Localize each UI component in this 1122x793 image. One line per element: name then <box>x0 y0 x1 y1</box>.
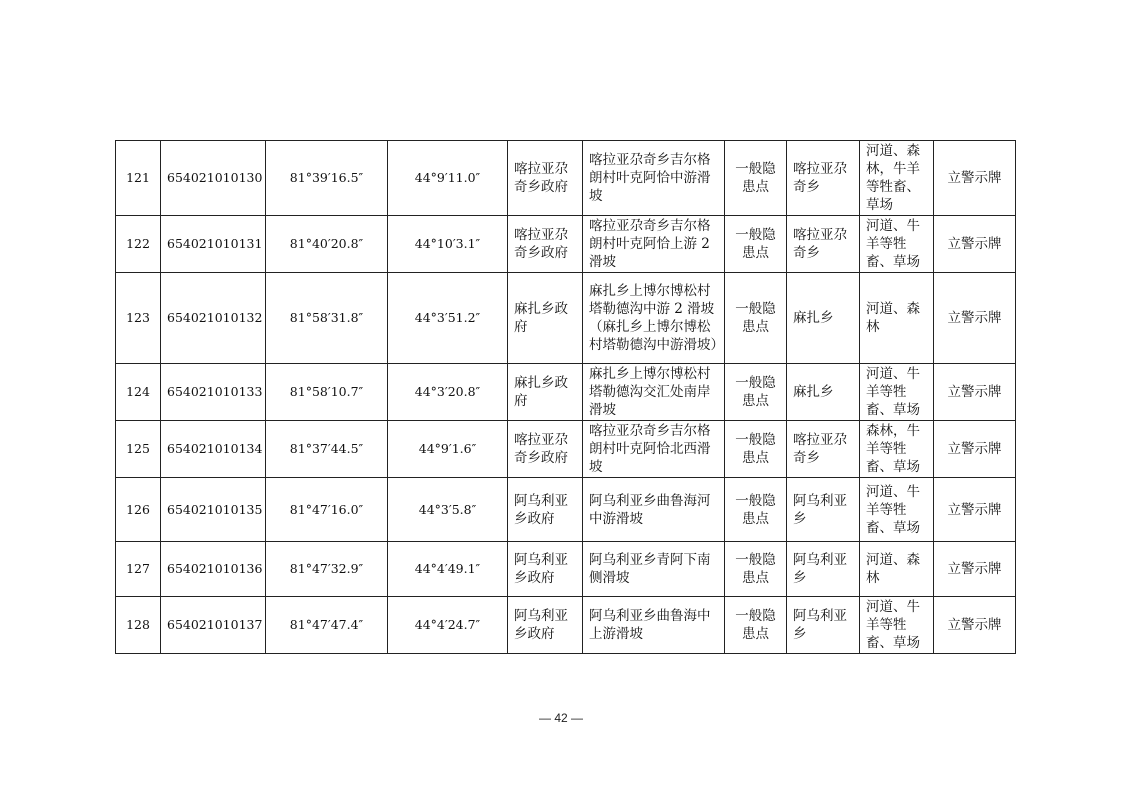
cell-township: 阿乌利亚乡 <box>787 478 860 542</box>
cell-threat: 河道、森林，牛羊等牲畜、草场 <box>860 141 934 216</box>
cell-responsible-unit: 阿乌利亚乡政府 <box>508 542 583 597</box>
cell-measure: 立警示牌 <box>934 216 1016 273</box>
cell-responsible-unit: 喀拉亚尕奇乡政府 <box>508 141 583 216</box>
cell-level: 一般隐患点 <box>725 542 787 597</box>
cell-township: 喀拉亚尕奇乡 <box>787 216 860 273</box>
cell-longitude: 81°47′16.0″ <box>266 478 388 542</box>
cell-township: 麻扎乡 <box>787 273 860 364</box>
cell-township: 麻扎乡 <box>787 364 860 421</box>
cell-responsible-unit: 麻扎乡政府 <box>508 364 583 421</box>
cell-location: 喀拉亚尕奇乡吉尔格朗村叶克阿恰中游滑坡 <box>583 141 725 216</box>
cell-latitude: 44°4′24.7″ <box>388 597 508 654</box>
cell-level: 一般隐患点 <box>725 141 787 216</box>
table-row <box>116 478 1016 542</box>
cell-threat: 河道、牛羊等牲畜、草场 <box>860 478 934 542</box>
cell-responsible-unit: 喀拉亚尕奇乡政府 <box>508 216 583 273</box>
cell-location: 麻扎乡上博尔博松村塔勒德沟交汇处南岸滑坡 <box>583 364 725 421</box>
hazard-point-table <box>115 140 1016 654</box>
cell-code: 654021010132 <box>161 273 266 364</box>
cell-threat: 河道、牛羊等牲畜、草场 <box>860 364 934 421</box>
cell-measure: 立警示牌 <box>934 141 1016 216</box>
cell-longitude: 81°47′47.4″ <box>266 597 388 654</box>
cell-level: 一般隐患点 <box>725 421 787 478</box>
cell-responsible-unit: 麻扎乡政府 <box>508 273 583 364</box>
cell-measure: 立警示牌 <box>934 542 1016 597</box>
cell-level: 一般隐患点 <box>725 216 787 273</box>
cell-longitude: 81°58′10.7″ <box>266 364 388 421</box>
cell-code: 654021010136 <box>161 542 266 597</box>
cell-latitude: 44°9′11.0″ <box>388 141 508 216</box>
cell-longitude: 81°37′44.5″ <box>266 421 388 478</box>
cell-latitude: 44°10′3.1″ <box>388 216 508 273</box>
cell-location: 阿乌利亚乡曲鲁海中上游滑坡 <box>583 597 725 654</box>
cell-location: 喀拉亚尕奇乡吉尔格朗村叶克阿恰上游 2 滑坡 <box>583 216 725 273</box>
cell-code: 654021010133 <box>161 364 266 421</box>
cell-level: 一般隐患点 <box>725 364 787 421</box>
table-row <box>116 421 1016 478</box>
cell-longitude: 81°40′20.8″ <box>266 216 388 273</box>
cell-location: 麻扎乡上博尔博松村塔勒德沟中游 2 滑坡（麻扎乡上博尔博松村塔勒德沟中游滑坡） <box>583 273 725 364</box>
cell-level: 一般隐患点 <box>725 273 787 364</box>
cell-township: 喀拉亚尕奇乡 <box>787 141 860 216</box>
cell-number: 122 <box>116 216 161 273</box>
cell-township: 阿乌利亚乡 <box>787 597 860 654</box>
table-body <box>116 141 1016 654</box>
cell-level: 一般隐患点 <box>725 597 787 654</box>
cell-code: 654021010134 <box>161 421 266 478</box>
cell-code: 654021010135 <box>161 478 266 542</box>
cell-number: 123 <box>116 273 161 364</box>
cell-latitude: 44°4′49.1″ <box>388 542 508 597</box>
cell-code: 654021010131 <box>161 216 266 273</box>
cell-responsible-unit: 喀拉亚尕奇乡政府 <box>508 421 583 478</box>
cell-longitude: 81°39′16.5″ <box>266 141 388 216</box>
cell-measure: 立警示牌 <box>934 597 1016 654</box>
cell-responsible-unit: 阿乌利亚乡政府 <box>508 597 583 654</box>
cell-location: 喀拉亚尕奇乡吉尔格朗村叶克阿恰北西滑坡 <box>583 421 725 478</box>
cell-township: 喀拉亚尕奇乡 <box>787 421 860 478</box>
table-row <box>116 141 1016 216</box>
cell-number: 126 <box>116 478 161 542</box>
cell-number: 124 <box>116 364 161 421</box>
page-number: — 42 — <box>538 711 583 725</box>
cell-location: 阿乌利亚乡曲鲁海河中游滑坡 <box>583 478 725 542</box>
cell-threat: 河道、牛羊等牲畜、草场 <box>860 597 934 654</box>
cell-township: 阿乌利亚乡 <box>787 542 860 597</box>
cell-measure: 立警示牌 <box>934 364 1016 421</box>
cell-threat: 森林，牛羊等牲畜、草场 <box>860 421 934 478</box>
cell-longitude: 81°47′32.9″ <box>266 542 388 597</box>
cell-threat: 河道、森林 <box>860 542 934 597</box>
table-row <box>116 597 1016 654</box>
cell-number: 127 <box>116 542 161 597</box>
cell-code: 654021010130 <box>161 141 266 216</box>
cell-measure: 立警示牌 <box>934 421 1016 478</box>
cell-level: 一般隐患点 <box>725 478 787 542</box>
cell-location: 阿乌利亚乡青阿下南侧滑坡 <box>583 542 725 597</box>
table-row <box>116 364 1016 421</box>
table-row <box>116 273 1016 364</box>
cell-number: 121 <box>116 141 161 216</box>
cell-latitude: 44°3′51.2″ <box>388 273 508 364</box>
cell-latitude: 44°3′20.8″ <box>388 364 508 421</box>
table-row <box>116 216 1016 273</box>
cell-number: 128 <box>116 597 161 654</box>
cell-threat: 河道、森林 <box>860 273 934 364</box>
cell-latitude: 44°9′1.6″ <box>388 421 508 478</box>
cell-number: 125 <box>116 421 161 478</box>
table-row <box>116 542 1016 597</box>
cell-longitude: 81°58′31.8″ <box>266 273 388 364</box>
cell-threat: 河道、牛羊等牲畜、草场 <box>860 216 934 273</box>
cell-measure: 立警示牌 <box>934 478 1016 542</box>
cell-code: 654021010137 <box>161 597 266 654</box>
cell-responsible-unit: 阿乌利亚乡政府 <box>508 478 583 542</box>
cell-latitude: 44°3′5.8″ <box>388 478 508 542</box>
cell-measure: 立警示牌 <box>934 273 1016 364</box>
